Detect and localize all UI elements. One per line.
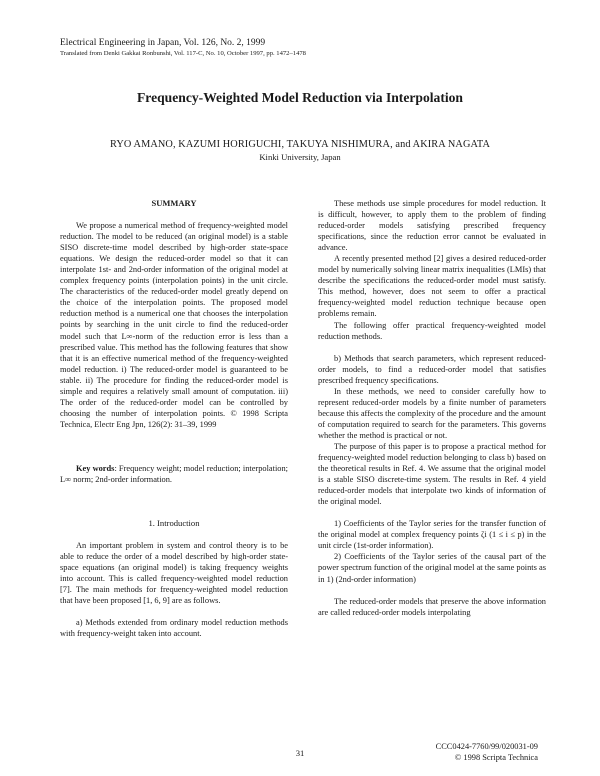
ccc-code: CCC0424-7760/99/020031-09 (435, 742, 538, 751)
right-paragraph-1: These methods use simple procedures for model reduction. It is difficult, however, to apply them to the problem of finding reduced-order models satisfying prescribed frequency specifications, since the reduction error cannot be evaluated in advance. (318, 199, 546, 253)
summary-heading: SUMMARY (151, 198, 197, 208)
section-1-heading: 1. Introduction (148, 518, 200, 529)
item-b: b) Methods that search parameters, which represent reduced-order models, to find a reduced-order model that satisfies prescribed frequency specifications. (318, 353, 546, 385)
keywords (60, 463, 288, 485)
right-paragraph-2: A recently presented method [2] gives a desired reduced-order model by numerically solving linear matrix inequalities (LMIs) that describe the specifications the reduced-order model must satisfy. This method, however, does not seem to offer a practical frequency-weighted model reduction technique because open problems remain. (318, 254, 546, 319)
keywords-text: : Frequency weight; model reduction; interpolation; L∞ norm; 2nd-order information. (60, 463, 288, 484)
list-item-1: 1) Coefficients of the Taylor series for the transfer function of the original model at complex frequency points ζi (1 ≤ i ≤ p) in the unit circle (1st-order information). (318, 519, 546, 551)
copyright-line: © 1998 Scripta Technica (454, 753, 538, 763)
list-item-2: 2) Coefficients of the Taylor series of the causal part of the power spectrum function of the original model at the same points as in 1) (2nd-order information) (318, 552, 546, 584)
purpose-paragraph: The purpose of this paper is to propose a practical method for frequency-weighted model reduction belonging to class b) based on the theoretical results in Ref. 4. We assume that the original model is a stable SISO discrete-time system. The results in Ref. 4 yield reduced-order models that interpolate two kinds of information of the original model. (318, 441, 546, 507)
keywords-label: Key words (76, 463, 115, 473)
translation-note: Translated from Denki Gakkai Ronbunshi, Vol. 117-C, No. 10, October 1997, pp. 1472–1478 (60, 50, 306, 57)
intro-paragraph-1: An important problem in system and control theory is to be able to reduce the order of a model described by high-order state-space equations (an original model) is taking frequency weights into account. This is called frequency-weighted model reduction [7]. The main methods for frequency-weighted model reduction that have been proposed [1, 6, 9] are as follows. (60, 541, 288, 606)
right-column (318, 198, 546, 618)
summary-text: We propose a numerical method of frequency-weighted model reduction. The model to be reduced (an original model) is a stable SISO discrete-time model described by high-order state-space equations. We design the reduced-order model so that it can interpolate 1st- and 2nd-order information of the original model at complex frequency points (interpolation points) in the unit circle. The characteristics of the reduced-order model greatly depend on the choice of the interpolation points. The proposed model reduction method is a numerical one that chooses the interpolation points by searching in the unit circle to find the reduced-order model such that L∞-norm of the reduction error is less than a prescribed value. This method has the following features that show that it is an effective numerical method of the frequency-weighted model reduction. i) The reduced-order model is guaranteed to be stable. ii) The procedure for finding the reduced-order model is simple and requires a relatively small amount of computation. iii) The order of the reduced-order model can be controlled by choosing the number of interpolation points. © 1998 Scripta Technica, Electr Eng Jpn, 126(2): 31–39, 1999 (60, 221, 288, 429)
intro-item-a: a) Methods extended from ordinary model reduction methods with frequency-weight taken into account. (60, 618, 288, 639)
right-paragraph-5: In these methods, we need to consider carefully how to represent reduced-order models by a finite number of parameters because this affects the complexity of the procedure and the amount of computation required to search for the parameters. This governs whether the method is practical or not. (318, 386, 546, 440)
right-paragraph-last: The reduced-order models that preserve the above information are called reduced-order models interpolating (318, 596, 546, 617)
authors: RYO AMANO, KAZUMI HORIGUCHI, TAKUYA NISHIMURA, and AKIRA NAGATA (109, 139, 491, 150)
affiliation: Kinki University, Japan (259, 152, 341, 162)
page-number: 31 (295, 748, 305, 758)
journal-header: Electrical Engineering in Japan, Vol. 126, No. 2, 1999 (60, 38, 266, 48)
right-paragraph-3: The following offer practical frequency-weighted model reduction methods. (318, 320, 546, 341)
left-column (60, 198, 288, 639)
paper-title: Frequency-Weighted Model Reduction via Interpolation (137, 90, 463, 105)
